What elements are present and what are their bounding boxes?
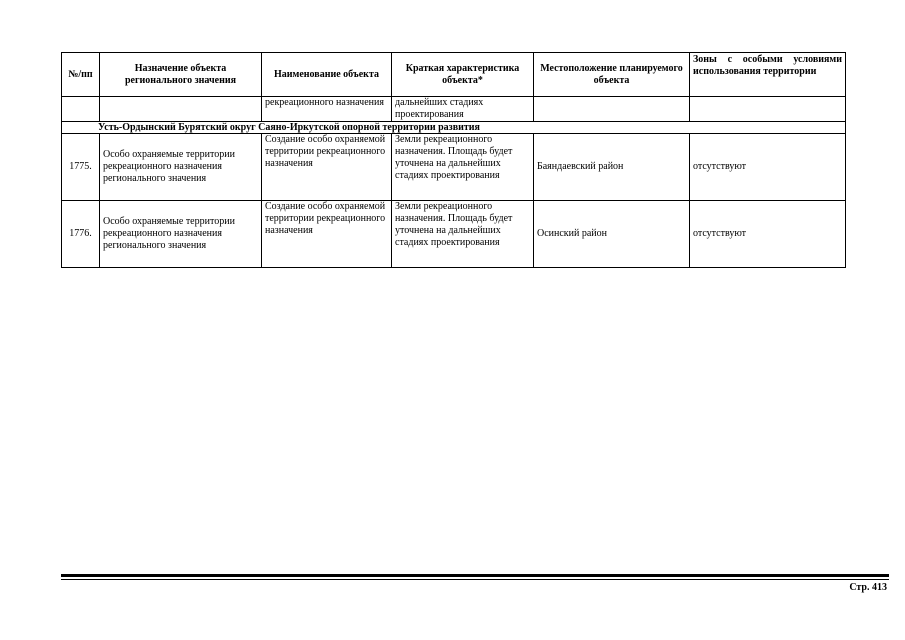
cell-num <box>62 97 100 122</box>
header-location: Местоположение планируемого объекта <box>534 53 690 97</box>
header-num: №/пп <box>62 53 100 97</box>
cell-name: рекреационного назначения <box>262 97 392 122</box>
cell-num: 1775. <box>62 134 100 201</box>
page-number: Стр. 413 <box>849 582 887 593</box>
continuation-row <box>62 97 846 122</box>
cell-location <box>534 97 690 122</box>
header-brief: Краткая характеристика объекта* <box>392 53 534 97</box>
cell-zones: отсутствуют <box>690 201 846 268</box>
cell-location: Баяндаевский район <box>534 134 690 201</box>
cell-zones: отсутствуют <box>690 134 846 201</box>
section-row <box>62 122 846 134</box>
header-zones: Зоны с особыми условиями использования территории <box>690 53 846 97</box>
header-purpose: Назначение объекта регионального значения <box>100 53 262 97</box>
cell-name: Создание особо охраняемой территории рекреационного назначения <box>262 201 392 268</box>
regional-objects-table <box>61 52 846 268</box>
section-title: Усть-Ордынский Бурятский округ Саяно-Иркутской опорной территории развития <box>62 122 846 134</box>
cell-num: 1776. <box>62 201 100 268</box>
cell-purpose: Особо охраняемые территории рекреационного назначения регионального значения <box>100 201 262 268</box>
cell-zones <box>690 97 846 122</box>
cell-location: Осинский район <box>534 201 690 268</box>
table-row <box>62 201 846 268</box>
cell-brief: дальнейших стадиях проектирования <box>392 97 534 122</box>
footer-rule-thin <box>61 579 889 580</box>
cell-brief: Земли рекреационного назначения. Площадь будет уточнена на дальнейших стадиях проектирования <box>392 201 534 268</box>
table-row <box>62 134 846 201</box>
table-header-row <box>62 53 846 97</box>
cell-brief: Земли рекреационного назначения. Площадь будет уточнена на дальнейших стадиях проектирования <box>392 134 534 201</box>
cell-purpose <box>100 97 262 122</box>
header-name: Наименование объекта <box>262 53 392 97</box>
footer-rule <box>61 574 889 577</box>
cell-name: Создание особо охраняемой территории рекреационного назначения <box>262 134 392 201</box>
cell-purpose: Особо охраняемые территории рекреационного назначения регионального значения <box>100 134 262 201</box>
